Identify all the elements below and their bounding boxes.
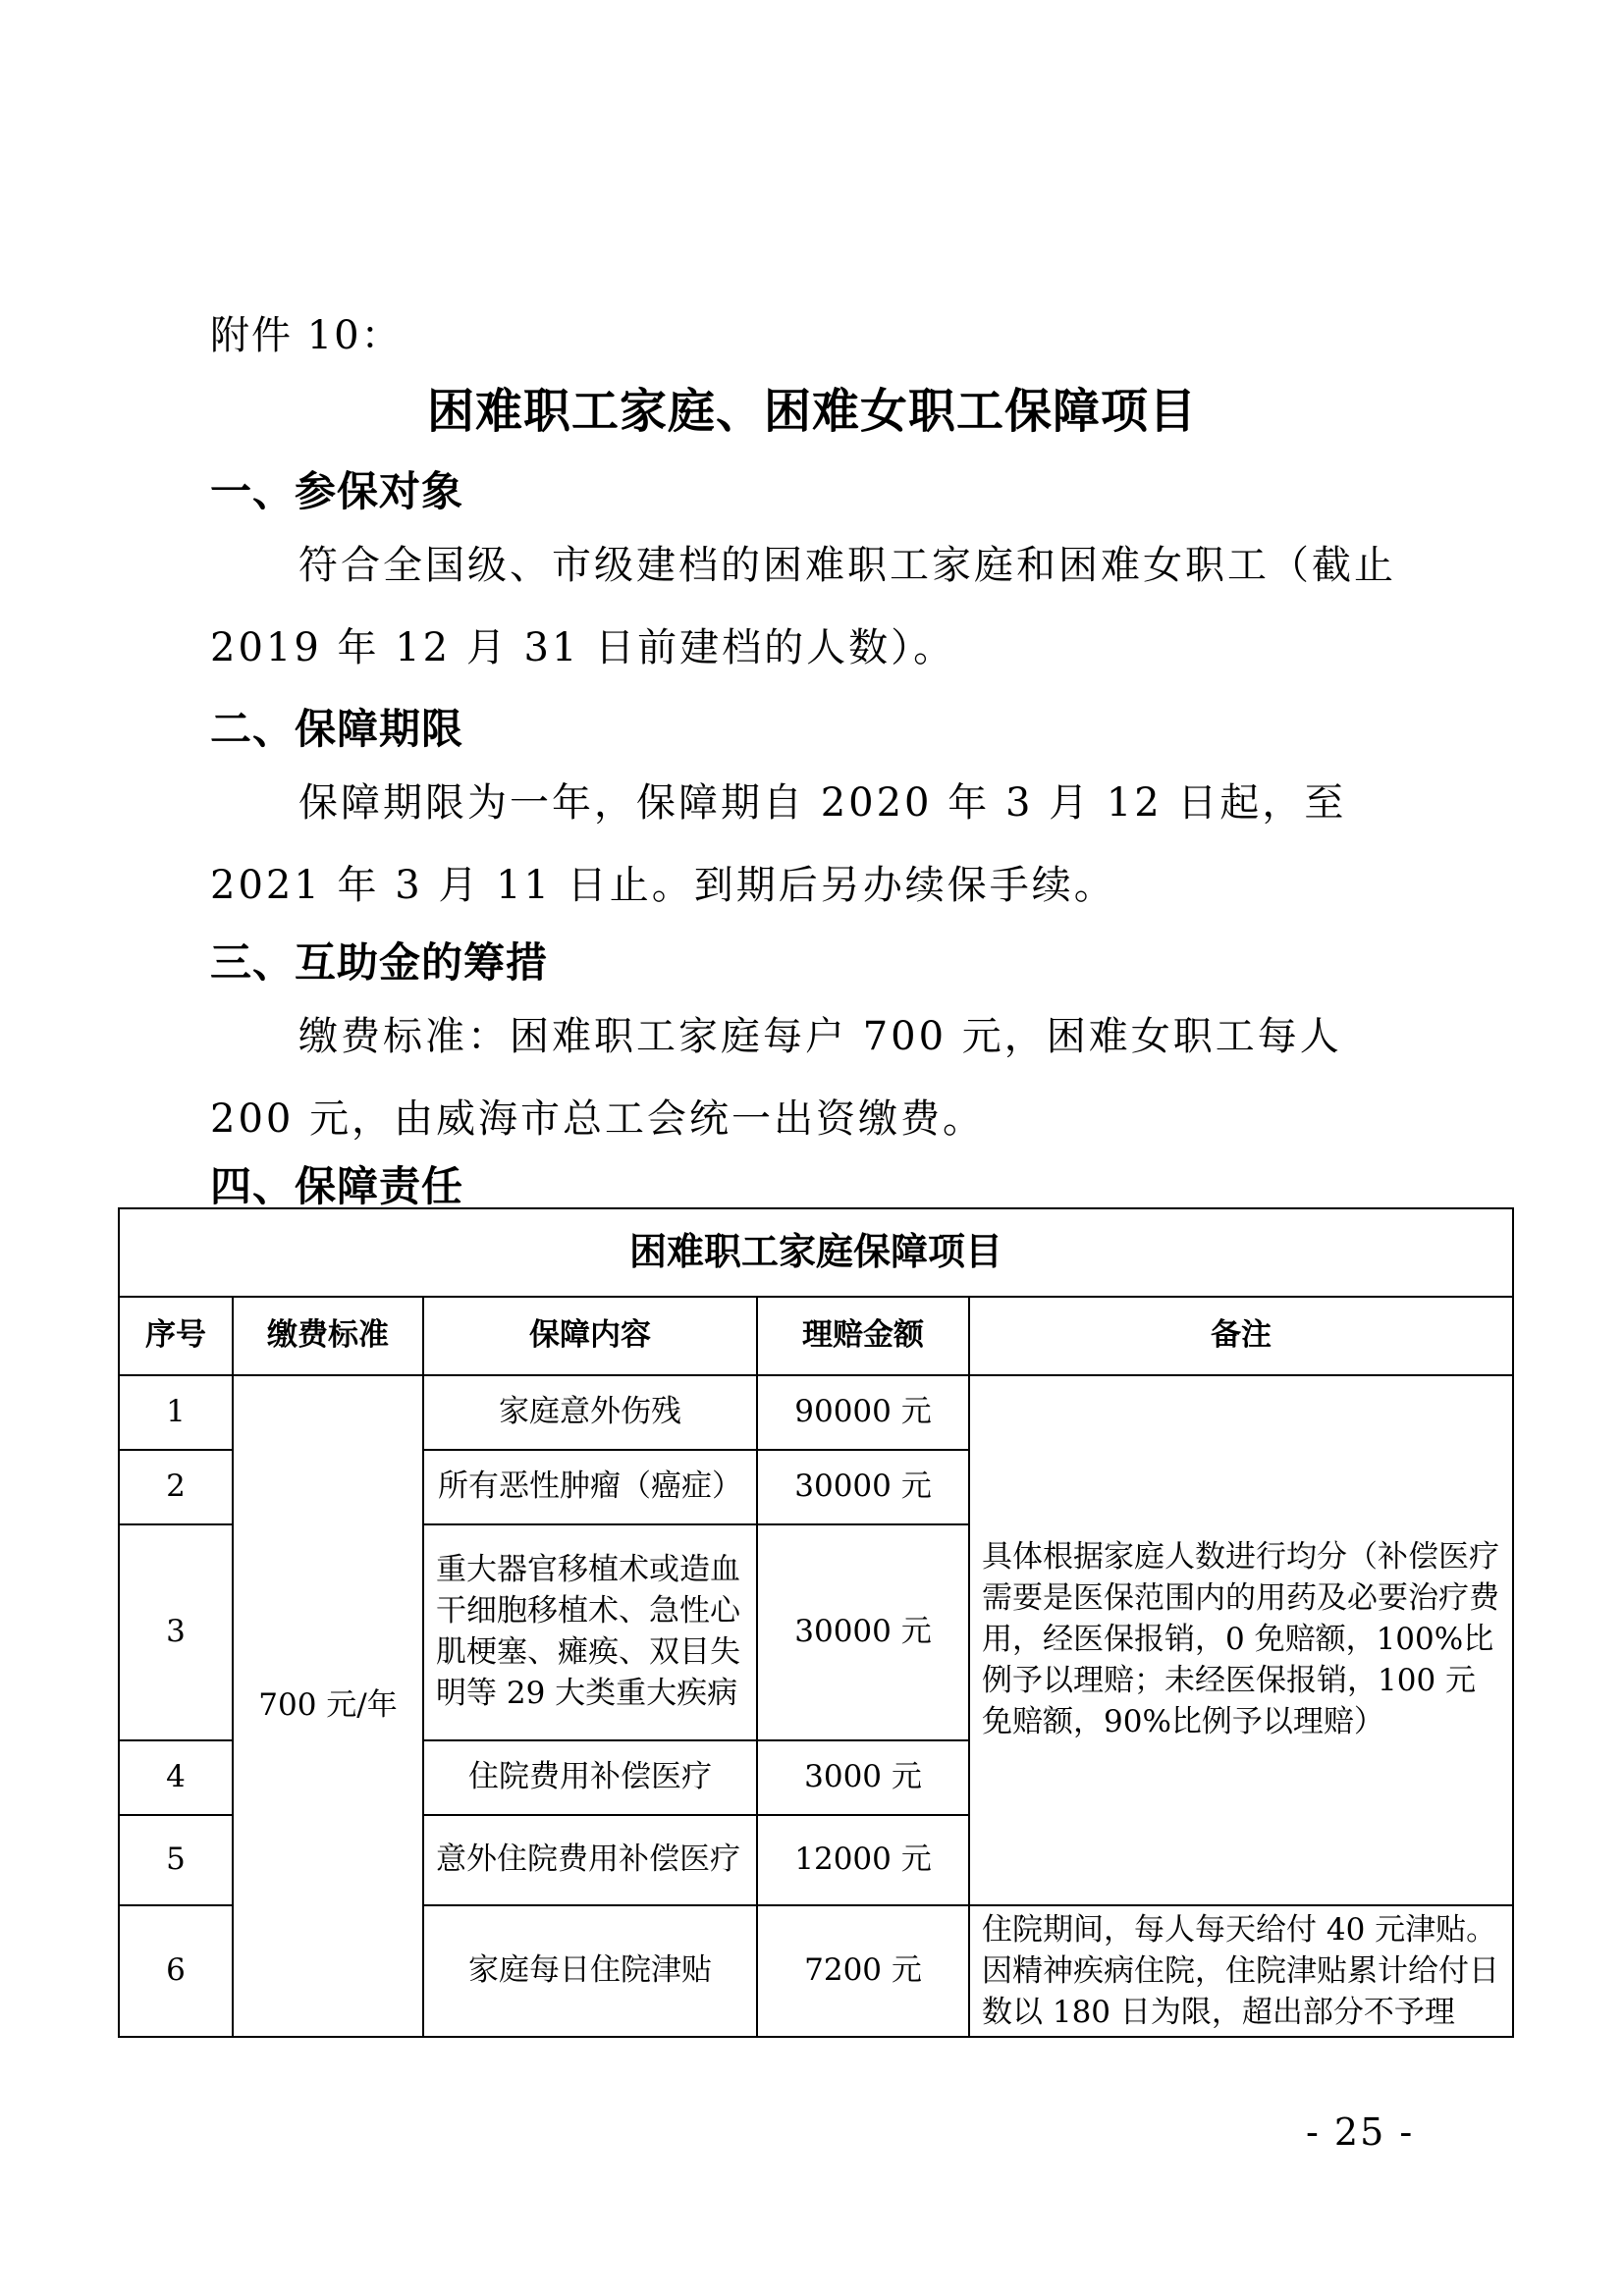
row-amount: 7200 元 xyxy=(757,1905,969,2037)
row-seq: 2 xyxy=(119,1450,233,1524)
section-heading-1: 一、参保对象 xyxy=(210,467,464,515)
remark-row6-text: 住院期间，每人每天给付 40 元津贴。因精神疾病住院，住院津贴累计给付日数以 180 日为限，超出部分不予理 xyxy=(982,1912,1499,2030)
header-remark: 备注 xyxy=(969,1297,1513,1375)
header-amount: 理赔金额 xyxy=(757,1297,969,1375)
attachment-label: 附件 10： xyxy=(210,313,403,358)
row-seq: 1 xyxy=(119,1375,233,1450)
row-content: 所有恶性肿瘤（癌症） xyxy=(423,1450,757,1524)
page-number: - 25 - xyxy=(1306,2110,1415,2154)
section-heading-2: 二、保障期限 xyxy=(210,705,464,753)
row-content: 家庭意外伤残 xyxy=(423,1375,757,1450)
section-paragraph-3: 缴费标准：困难职工家庭每户 700 元，困难女职工每人 200 元，由威海市总工会统一出资缴费。 xyxy=(210,1014,1342,1142)
remark-merged-cell: 具体根据家庭人数进行均分（补偿医疗需要是医保范围内的用药及必要治疗费用，经医保报销，0 免赔额，100%比例予以理赔；未经医保报销，100 元免赔额，90%比例予以理赔） xyxy=(969,1375,1513,1905)
header-fee: 缴费标准 xyxy=(233,1297,423,1375)
remark-row6-cell xyxy=(969,1905,1513,2037)
row-content: 重大器官移植术或造血干细胞移植术、急性心肌梗塞、瘫痪、双目失明等 29 大类重大疾病 xyxy=(423,1524,757,1740)
row-seq: 6 xyxy=(119,1905,233,2037)
row-content: 家庭每日住院津贴 xyxy=(423,1905,757,2037)
row-amount: 30000 元 xyxy=(757,1450,969,1524)
table-row xyxy=(119,1375,1513,1450)
table-title: 困难职工家庭保障项目 xyxy=(119,1208,1513,1297)
row-amount: 90000 元 xyxy=(757,1375,969,1450)
document-title: 困难职工家庭、困难女职工保障项目 xyxy=(426,384,1197,439)
fee-standard-cell: 700 元/年 xyxy=(233,1375,423,2037)
row-content: 意外住院费用补偿医疗 xyxy=(423,1815,757,1905)
row-seq: 4 xyxy=(119,1740,233,1815)
section-heading-3: 三、互助金的筹措 xyxy=(210,938,549,987)
header-seq: 序号 xyxy=(119,1297,233,1375)
row-seq: 3 xyxy=(119,1524,233,1740)
row-seq: 5 xyxy=(119,1815,233,1905)
row-amount: 3000 元 xyxy=(757,1740,969,1815)
row-amount: 30000 元 xyxy=(757,1524,969,1740)
row-content: 住院费用补偿医疗 xyxy=(423,1740,757,1815)
section-paragraph-1: 符合全国级、市级建档的困难职工家庭和困难女职工（截止 2019 年 12 月 31 日前建档的人数）。 xyxy=(210,543,1396,670)
row-amount: 12000 元 xyxy=(757,1815,969,1905)
section-paragraph-2: 保障期限为一年，保障期自 2020 年 3 月 12 日起，至 2021 年 3 月 11 日止。到期后另办续保手续。 xyxy=(210,780,1347,908)
header-content: 保障内容 xyxy=(423,1297,757,1375)
section-heading-4: 四、保障责任 xyxy=(210,1162,464,1210)
guarantee-table xyxy=(118,1207,1514,2038)
